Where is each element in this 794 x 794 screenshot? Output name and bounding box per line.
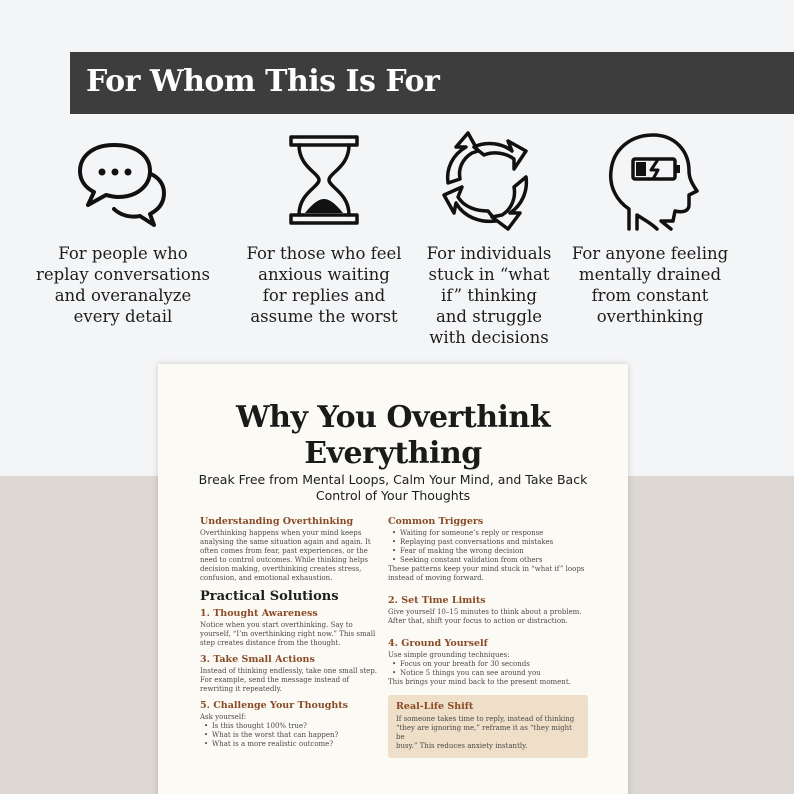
step-body: Instead of thinking endlessly, take one small step. For example, send the message instead of rewriting it repeatedly. [200, 667, 377, 693]
bullet-list [388, 529, 588, 565]
list-item: • Notice 5 things you can see around you [388, 669, 588, 678]
section-heading: Common Triggers [388, 516, 484, 527]
step-heading: 5. Challenge Your Thoughts [200, 700, 349, 711]
step-heading: 4. Ground Yourself [388, 638, 488, 649]
list-item: • What is the worst that can happen? [200, 731, 385, 740]
real-life-shift-callout [388, 695, 588, 758]
worksheet-subtitle: Break Free from Mental Loops, Calm Your Mind, and Take Back Control of Your Thoughts [198, 472, 588, 503]
section-banner [70, 52, 794, 114]
section-body: Overthinking happens when your mind keeps analysing the same situation again and again. It often comes from fear, past experiences, or the need to control outcomes. While thinking helps decision making, overthinking creates stress, confusion, and emotional exhaustion. [200, 529, 371, 582]
step-body: Give yourself 10–15 minutes to think about a problem. After that, shift your focus to action or distraction. [388, 608, 582, 625]
bullet-list [200, 722, 385, 749]
banner-title: For Whom This Is For [86, 64, 440, 99]
worksheet-right-column [388, 516, 588, 758]
worksheet-preview [158, 364, 628, 794]
step-heading: 3. Take Small Actions [200, 654, 315, 665]
speech-bubbles-icon [68, 125, 178, 235]
audience-caption: For those who feel anxious waiting for replies and assume the worst [246, 244, 402, 326]
step-body: This brings your mind back to the present moment. [388, 678, 571, 686]
section-body: These patterns keep your mind stuck in “what if” loops instead of moving forward. [388, 565, 585, 582]
audience-item-replay [33, 125, 213, 327]
step-heading: 1. Thought Awareness [200, 608, 318, 619]
step-body: Notice when you start overthinking. Say to yourself, “I’m overthinking right now.” This small step creates distance from the thought. [200, 621, 376, 647]
bullet-list [388, 660, 588, 678]
audience-item-what-if [399, 125, 579, 348]
audience-caption: For people who replay conversations and overanalyze every detail [36, 244, 210, 326]
list-item: • What is a more realistic outcome? [200, 740, 385, 749]
audience-caption: For individuals stuck in “what if” thinking and struggle with decisions [426, 244, 552, 347]
step-intro: Ask yourself: [200, 713, 247, 721]
worksheet-title: Why You Overthink Everything [235, 400, 551, 471]
list-item: • Is this thought 100% true? [200, 722, 385, 731]
cycle-arrows-icon [434, 125, 544, 235]
step-heading: 2. Set Time Limits [388, 595, 486, 606]
audience-item-waiting [234, 125, 414, 327]
list-item: • Waiting for someone’s reply or response [388, 529, 588, 538]
worksheet-left-column [200, 516, 385, 749]
step-intro: Use simple grounding techniques: [388, 651, 510, 659]
drained-head-icon [595, 125, 705, 235]
list-item: • Seeking constant validation from others [388, 556, 588, 565]
list-item: • Fear of making the wrong decision [388, 547, 588, 556]
audience-item-drained [560, 125, 740, 327]
solutions-heading: Practical Solutions [200, 589, 339, 604]
audience-caption: For anyone feeling mentally drained from constant overthinking [571, 244, 729, 326]
callout-heading: Real-Life Shift [396, 701, 474, 712]
list-item: • Focus on your breath for 30 seconds [388, 660, 588, 669]
list-item: • Replaying past conversations and mistakes [388, 538, 588, 547]
callout-body: If someone takes time to reply, instead of thinking “they are ignoring me,” reframe it as “they might be busy.” This reduces anxiety instantly. [396, 715, 575, 750]
hourglass-icon [269, 125, 379, 235]
section-heading: Understanding Overthinking [200, 516, 354, 527]
